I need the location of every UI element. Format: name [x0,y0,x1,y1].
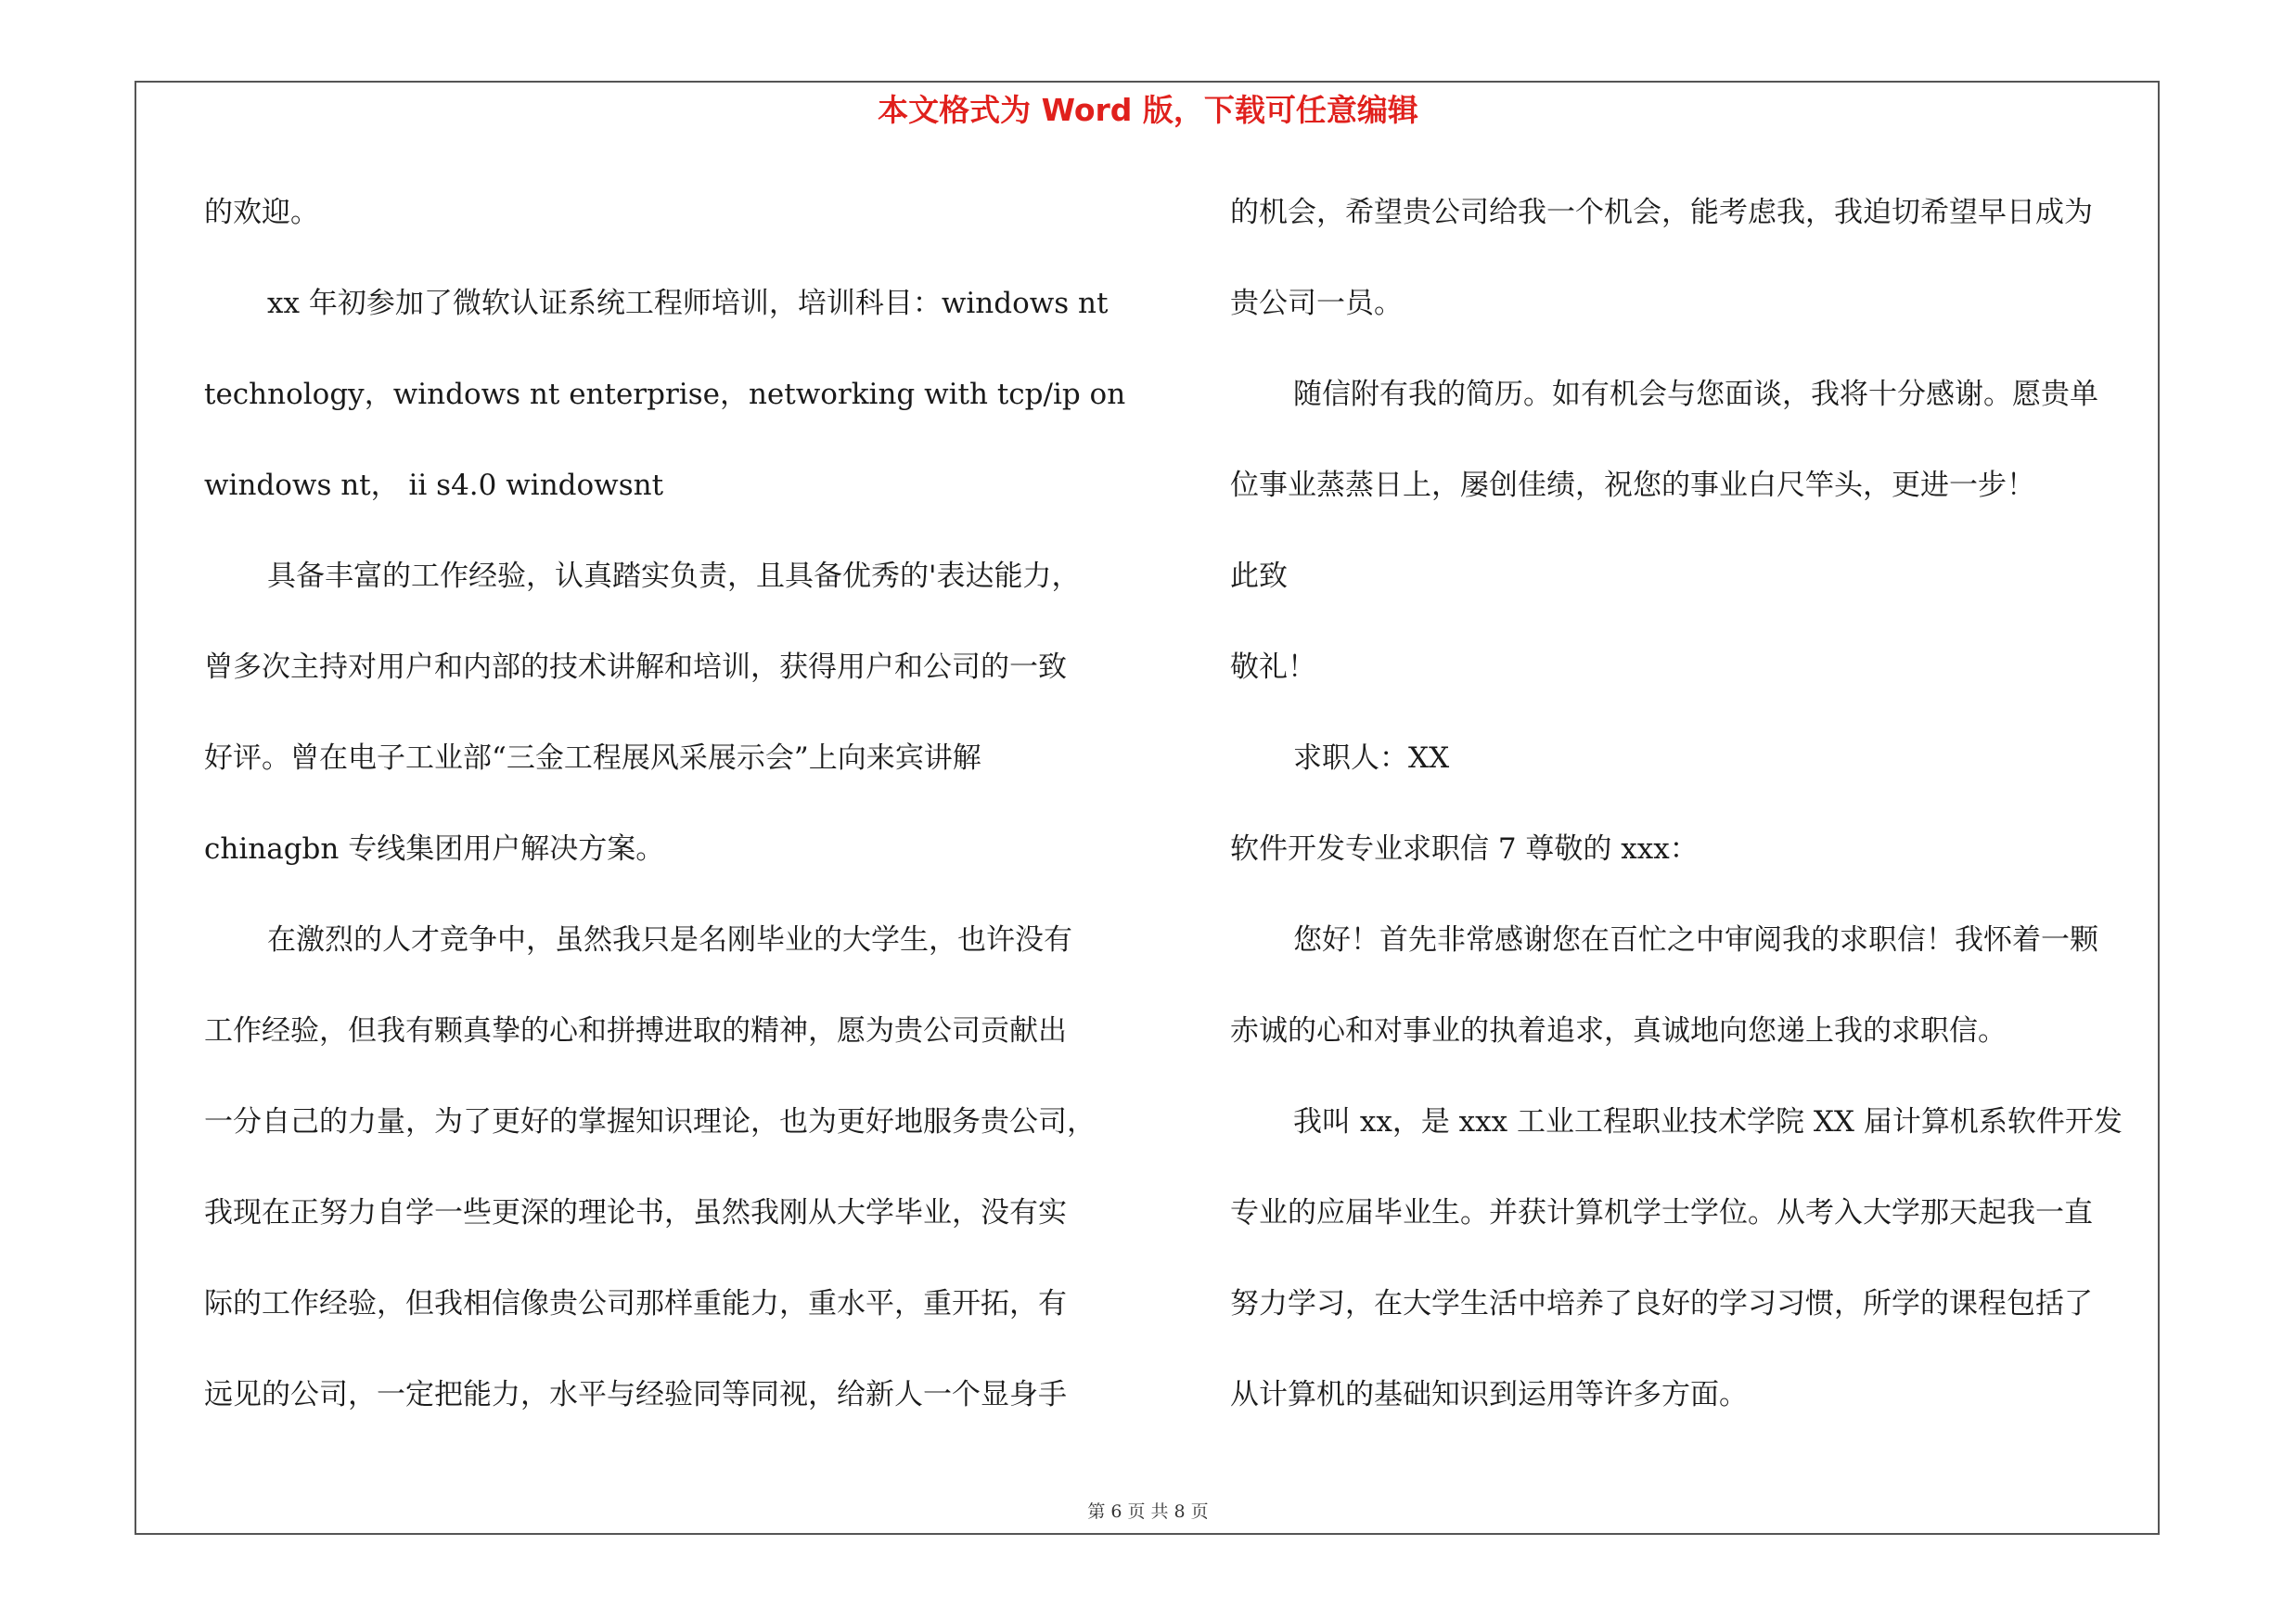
text-line: 一分自己的力量，为了更好的掌握知识理论，也为更好地服务贵公司， [204,1105,1096,1139]
text-line: chinagbn 专线集团用户解决方案。 [204,832,665,866]
text-line: 位事业蒸蒸日上，屡创佳绩，祝您的事业白尺竿头，更进一步！ [1230,469,2035,502]
text-line: 贵公司一员。 [1230,287,1403,320]
text-line: 软件开发专业求职信 7 尊敬的 xxx： [1230,832,1699,866]
page-footer: 第 6 页 共 8 页 [1087,1501,1209,1522]
right-column [1230,186,2158,1459]
text-line: 好评。曾在电子工业部“三金工程展风采展示会”上向来宾讲解 [204,741,981,775]
text-line: 从计算机的基础知识到运用等许多方面。 [1230,1378,1748,1411]
text-line: technology，windows nt enterprise，networking with tcp/ip on [204,378,1126,411]
text-line: 际的工作经验，但我相信像贵公司那样重能力，重水平，重开拓，有 [204,1287,1067,1320]
signature-line: 求职人：XX [1293,741,1450,775]
text-line: 专业的应届毕业生。并获计算机学士学位。从考入大学那天起我一直 [1230,1196,2093,1230]
salutation: 此致 [1230,560,1288,593]
text-line: 具备丰富的工作经验，认真踏实负责，且具备优秀的'表达能力， [267,560,1081,593]
text-line: 我现在正努力自学一些更深的理论书，虽然我刚从大学毕业，没有实 [204,1196,1067,1230]
text-line: 赤诚的心和对事业的执着追求，真诚地向您递上我的求职信。 [1230,1014,2007,1048]
text-line: 在激烈的人才竞争中，虽然我只是名刚毕业的大学生，也许没有 [267,923,1072,957]
header-banner: 本文格式为 Word 版，下载可任意编辑 [878,92,1418,128]
text-line: 的机会，希望贵公司给我一个机会，能考虑我，我迫切希望早日成为 [1230,196,2093,229]
text-line: 我叫 xx，是 xxx 工业工程职业技术学院 XX 届计算机系软件开发 [1293,1105,2123,1139]
text-line: 工作经验，但我有颗真挚的心和拼搏进取的精神，愿为贵公司贡献出 [204,1014,1067,1048]
text-line: 曾多次主持对用户和内部的技术讲解和培训，获得用户和公司的一致 [204,650,1067,684]
text-line: 您好！首先非常感谢您在百忙之中审阅我的求职信！我怀着一颗 [1293,923,2098,957]
text-line: 努力学习，在大学生活中培养了良好的学习习惯，所学的课程包括了 [1230,1287,2093,1320]
text-line: 随信附有我的简历。如有机会与您面谈，我将十分感谢。愿贵单 [1293,378,2098,411]
text-line: 远见的公司，一定把能力，水平与经验同等同视，给新人一个显身手 [204,1378,1067,1411]
left-column [204,186,1150,1459]
text-line: 的欢迎。 [204,196,319,229]
text-line: windows nt， ii s4.0 windowsnt [204,469,664,502]
text-line: xx 年初参加了微软认证系统工程师培训，培训科目：windows nt [267,287,1109,320]
salutation: 敬礼！ [1230,650,1316,684]
